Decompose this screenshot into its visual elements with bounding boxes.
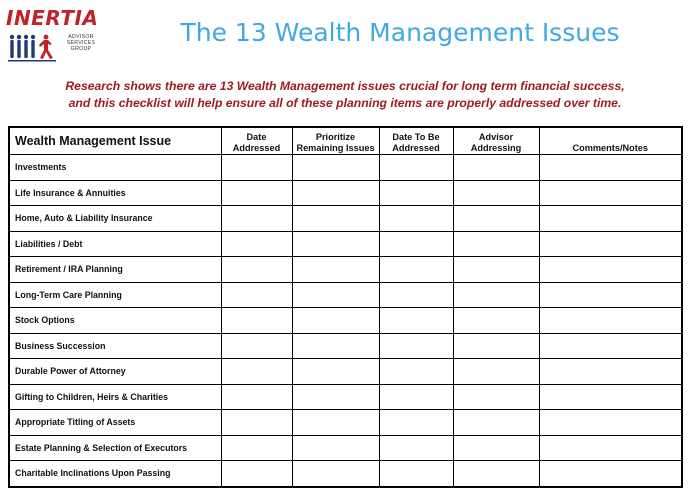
date-addressed-cell[interactable] [221,206,292,232]
intro-line: and this checklist will help ensure all of these planning items are properly addressed over time. [68,96,622,110]
table-body [9,155,682,487]
comments-notes-cell[interactable] [539,231,682,257]
prioritize-cell[interactable] [292,333,379,359]
advisor-addressing-cell[interactable] [453,231,539,257]
issue-label: Estate Planning & Selection of Executors [9,435,221,461]
table-row [9,206,682,232]
date-to-be-addressed-cell[interactable] [379,435,453,461]
header-advisor-addressing: Advisor Addressing [453,127,539,155]
date-to-be-addressed-cell[interactable] [379,461,453,487]
advisor-addressing-cell[interactable] [453,359,539,385]
header-prioritize: Prioritize Remaining Issues [292,127,379,155]
issue-label: Durable Power of Attorney [9,359,221,385]
issue-label: Charitable Inclinations Upon Passing [9,461,221,487]
comments-notes-cell[interactable] [539,206,682,232]
advisor-addressing-cell[interactable] [453,155,539,181]
date-addressed-cell[interactable] [221,410,292,436]
date-addressed-cell[interactable] [221,435,292,461]
prioritize-cell[interactable] [292,308,379,334]
prioritize-cell[interactable] [292,410,379,436]
advisor-addressing-cell[interactable] [453,308,539,334]
logo-subtitle: ADVISOR SERVICES GROUP [66,34,96,52]
date-addressed-cell[interactable] [221,180,292,206]
date-to-be-addressed-cell[interactable] [379,206,453,232]
advisor-addressing-cell[interactable] [453,333,539,359]
header-date-to-be-addressed: Date To Be Addressed [379,127,453,155]
prioritize-cell[interactable] [292,231,379,257]
date-to-be-addressed-cell[interactable] [379,333,453,359]
date-to-be-addressed-cell[interactable] [379,180,453,206]
comments-notes-cell[interactable] [539,257,682,283]
prioritize-cell[interactable] [292,384,379,410]
advisor-addressing-cell[interactable] [453,410,539,436]
issue-label: Liabilities / Debt [9,231,221,257]
issue-label: Gifting to Children, Heirs & Charities [9,384,221,410]
prioritize-cell[interactable] [292,359,379,385]
header-row [9,127,682,155]
date-to-be-addressed-cell[interactable] [379,282,453,308]
date-addressed-cell[interactable] [221,282,292,308]
table-row [9,384,682,410]
prioritize-cell[interactable] [292,257,379,283]
date-addressed-cell[interactable] [221,231,292,257]
header-date-addressed: Date Addressed [221,127,292,155]
date-to-be-addressed-cell[interactable] [379,155,453,181]
advisor-addressing-cell[interactable] [453,384,539,410]
intro-line: Research shows there are 13 Wealth Management issues crucial for long term financial success, [65,79,625,93]
table-row [9,282,682,308]
table-row [9,359,682,385]
table-row [9,180,682,206]
issue-label: Life Insurance & Annuities [9,180,221,206]
table-row [9,410,682,436]
prioritize-cell[interactable] [292,435,379,461]
inertia-logo [6,6,102,72]
advisor-addressing-cell[interactable] [453,257,539,283]
date-addressed-cell[interactable] [221,155,292,181]
table-row [9,308,682,334]
comments-notes-cell[interactable] [539,410,682,436]
date-to-be-addressed-cell[interactable] [379,308,453,334]
date-to-be-addressed-cell[interactable] [379,231,453,257]
date-addressed-cell[interactable] [221,384,292,410]
comments-notes-cell[interactable] [539,333,682,359]
date-addressed-cell[interactable] [221,333,292,359]
issue-label: Investments [9,155,221,181]
issue-label: Retirement / IRA Planning [9,257,221,283]
header-comments-notes: Comments/Notes [539,127,682,155]
date-addressed-cell[interactable] [221,308,292,334]
date-to-be-addressed-cell[interactable] [379,410,453,436]
date-to-be-addressed-cell[interactable] [379,257,453,283]
advisor-addressing-cell[interactable] [453,180,539,206]
advisor-addressing-cell[interactable] [453,206,539,232]
advisor-addressing-cell[interactable] [453,282,539,308]
logo-wordmark: INERTIA [6,6,99,30]
table-row [9,333,682,359]
comments-notes-cell[interactable] [539,282,682,308]
table-row [9,231,682,257]
date-to-be-addressed-cell[interactable] [379,384,453,410]
table-row [9,435,682,461]
comments-notes-cell[interactable] [539,435,682,461]
prioritize-cell[interactable] [292,282,379,308]
comments-notes-cell[interactable] [539,384,682,410]
comments-notes-cell[interactable] [539,180,682,206]
prioritize-cell[interactable] [292,180,379,206]
table-row [9,461,682,487]
date-addressed-cell[interactable] [221,359,292,385]
advisor-addressing-cell[interactable] [453,461,539,487]
prioritize-cell[interactable] [292,461,379,487]
prioritize-cell[interactable] [292,206,379,232]
date-addressed-cell[interactable] [221,461,292,487]
header-issue: Wealth Management Issue [9,127,221,155]
comments-notes-cell[interactable] [539,461,682,487]
date-to-be-addressed-cell[interactable] [379,359,453,385]
date-addressed-cell[interactable] [221,257,292,283]
table-row [9,257,682,283]
intro-text [10,78,680,112]
prioritize-cell[interactable] [292,155,379,181]
issue-label: Long-Term Care Planning [9,282,221,308]
issue-label: Business Succession [9,333,221,359]
advisor-addressing-cell[interactable] [453,435,539,461]
comments-notes-cell[interactable] [539,155,682,181]
issue-label: Home, Auto & Liability Insurance [9,206,221,232]
table-row [9,155,682,181]
comments-notes-cell[interactable] [539,308,682,334]
issue-label: Stock Options [9,308,221,334]
page-title: The 13 Wealth Management Issues [180,18,620,47]
people-figures-icon [8,34,60,64]
issue-label: Appropriate Titling of Assets [9,410,221,436]
checklist-table [8,126,683,488]
comments-notes-cell[interactable] [539,359,682,385]
